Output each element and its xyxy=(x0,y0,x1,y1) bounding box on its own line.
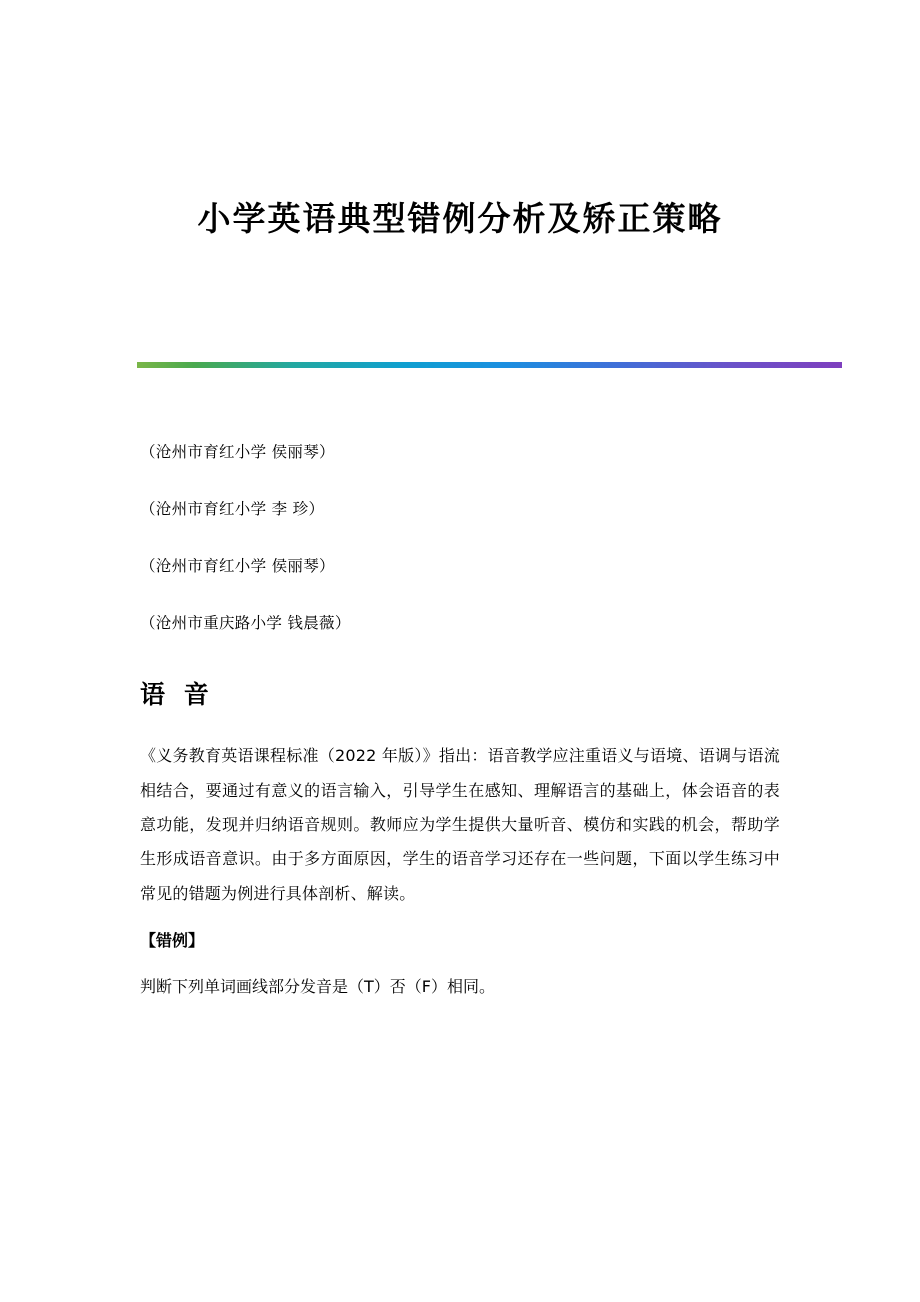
author-line: （沧州市育红小学 侯丽琴） xyxy=(140,443,335,462)
author-line: （沧州市育红小学 侯丽琴） xyxy=(140,557,335,576)
error-example-prompt: 判断下列单词画线部分发音是（T）否（F）相同。 xyxy=(140,977,495,997)
error-example-tag: 【错例】 xyxy=(140,931,205,951)
author-line: （沧州市育红小学 李 珍） xyxy=(140,500,325,519)
page-title: 小学英语典型错例分析及矫正策略 xyxy=(197,199,723,238)
author-line: （沧州市重庆路小学 钱晨薇） xyxy=(140,614,351,633)
author-list xyxy=(140,440,780,635)
gradient-divider xyxy=(137,362,842,368)
gradient-divider-bar xyxy=(137,362,842,368)
body-paragraph: 《义务教育英语课程标准（2022 年版）》指出：语音教学应注重语义与语境、语调与语流相结合，要通过有意义的语言输入，引导学生在感知、理解语言的基础上，体会语音的表意功能，发现并归纳语音规则。教师应为学生提供大量听音、模仿和实践的机会，帮助学生形成语音意识。由于多方面原因，学生的语音学习还存在一些问题，下面以学生练习中常见的错题为例进行具体剖析、解读。 xyxy=(140,746,780,903)
section-heading-pronunciation: 语 音 xyxy=(140,680,214,710)
